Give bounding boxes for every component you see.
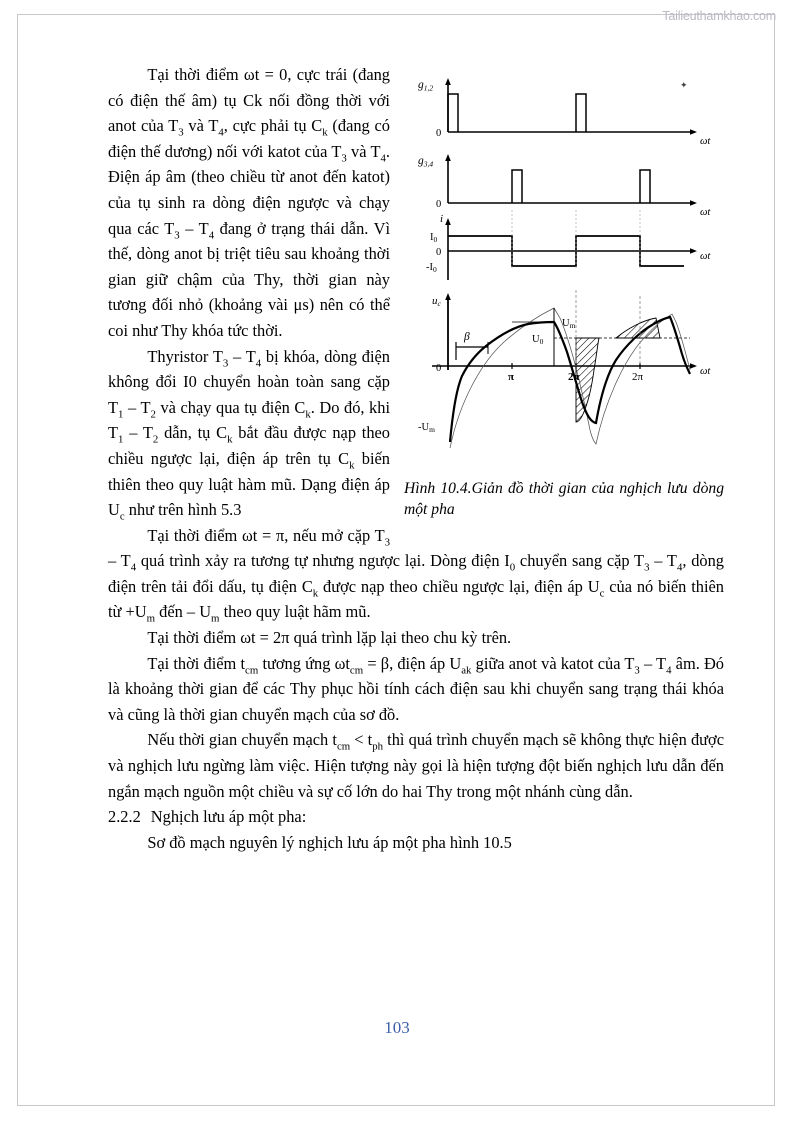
xtick-pi: π — [508, 371, 515, 383]
paragraph-2: Thyristor $T_3 - T_4$ bị khóa, dòng điện không đổi I0 chuyển hoàn toàn sang cặp $T_1 - T_2$ và chạy qua tụ điện $C_k$. Do đó, khi $T_1 - T_2$ dẫn, tụ $C_k$ bắt đầu được nạp theo chiều ngược lại, điện áp trên tụ $C_k$ biến thiên theo quy luật hàm mũ. Dạng điện áp $U_c$ như trên hình 5.3 — [108, 346, 391, 523]
subplot-g12-ylabel: $g_{1,2}$ — [418, 79, 434, 93]
figure-10-4 — [404, 70, 724, 520]
subplot-i-xlabel: ωt — [700, 251, 711, 262]
subplot-uc-ytick-0: 0 — [436, 363, 442, 374]
subplot-g12-xlabel: ωt — [700, 136, 711, 147]
subplot-uc-ytick-negUm: -Um — [418, 422, 435, 434]
xtick-2pi-a: 2π — [568, 371, 580, 383]
svg-text:✦: ✦ — [680, 80, 688, 90]
watermark-text: Tailieuthamkhao.com — [662, 9, 776, 23]
subplot-i-ytick-I0: I0 — [430, 232, 438, 244]
subplot-g34-xlabel: ωt — [700, 207, 711, 218]
subplot-uc-beta-label: β — [464, 331, 470, 343]
subplot-uc-label-U0: U0 — [532, 334, 544, 346]
subplot-i-ylabel: i — [440, 213, 444, 225]
paragraph-6: Nếu thời gian chuyển mạch $t_{cm} < t_{ph}$ thì quá trình chuyển mạch sẽ không thực hiện được và nghịch lưu ngừng làm việc. Hiện tượng này gọi là hiện tượng đột biến nghịch lưu dẫn đến ngắn mạch nguồn một chiều và sự cố lớn do hai Thy trong một nhánh cùng dẫn. — [108, 730, 724, 801]
page-content — [108, 62, 724, 855]
paragraph-1: Tại thời điểm ωt = 0, cực trái (đang có điện thế âm) tụ Ck nối đồng thời với anot của $T_3$ và $T_4$, cực phải tụ $C_k$ (đang có điện thế dương) nối với katot của $T_3$ và $T_4$. Điện áp âm (theo chiều từ anot đến katot) của tụ sinh ra dòng điện ngược và chạy qua các $T_3 - T_4$ đang ở trạng thái dẫn. Vì thế, dòng anot bị triệt tiêu sau khoảng thời gian giữ chậm của Thy, thời gian này tương đối nhỏ (khoảng vài μs) nên có thể coi như Thy khóa tức thời. — [108, 65, 390, 340]
paragraph-7: Sơ đồ mạch nguyên lý nghịch lưu áp một pha hình 10.5 — [147, 832, 512, 852]
timing-diagram-svg — [404, 70, 724, 470]
section-title: Nghịch lưu áp một pha: — [150, 807, 307, 827]
subplot-g12-ytick-0: 0 — [436, 128, 442, 139]
subplot-uc-label-Um: Um — [562, 318, 576, 330]
xtick-2pi-b: 2π — [632, 371, 644, 383]
section-heading — [108, 804, 724, 830]
page-number: 103 — [384, 1018, 410, 1037]
subplot-g34-ytick-0: 0 — [436, 199, 442, 210]
subplot-uc-ylabel: uc — [432, 295, 441, 308]
paragraph-5: Tại thời điểm $t_{cm}$ tương ứng $\omega t_{cm} = \beta$, điện áp $U_{ak}$ giữa anot và katot của $T_3 - T_4$ âm. Đó là khoảng thời gian để các Thy phục hồi tính cách điện sau khi chuyển sang trạng thái khóa và cũng là thời gian chuyển mạch của sơ đồ. — [108, 653, 724, 724]
subplot-uc-xlabel: ωt — [700, 366, 711, 377]
subplot-i-ytick-negI0: -I0 — [426, 262, 437, 274]
section-number: 2.2.2 — [108, 807, 141, 827]
subplot-g34-ylabel: $g_{3,4}$ — [418, 155, 434, 169]
subplot-i-ytick-0: 0 — [436, 247, 442, 258]
paragraph-3: Tại thời điểm ωt = π, nếu mở cặp $T_3 - T_4$ quá trình xảy ra tương tự nhưng ngược lại. Dòng điện $I_0$ chuyển sang cặp $T_3 - T_4$, dòng điện trên tải đổi dấu, tụ điện $C_k$ được nạp theo chiều ngược lại, điện áp $U_c$ của nó biến thiên từ $+U_m$ đến – $U_m$ theo quy luật hãm mũ. — [108, 525, 724, 625]
paragraph-4: Tại thời điểm ωt = 2π quá trình lặp lại theo chu kỳ trên. — [147, 628, 512, 648]
figure-block — [404, 70, 724, 520]
figure-caption: Hình 10.4.Giản đồ thời gian của nghịch lưu dòng một pha — [404, 480, 724, 518]
